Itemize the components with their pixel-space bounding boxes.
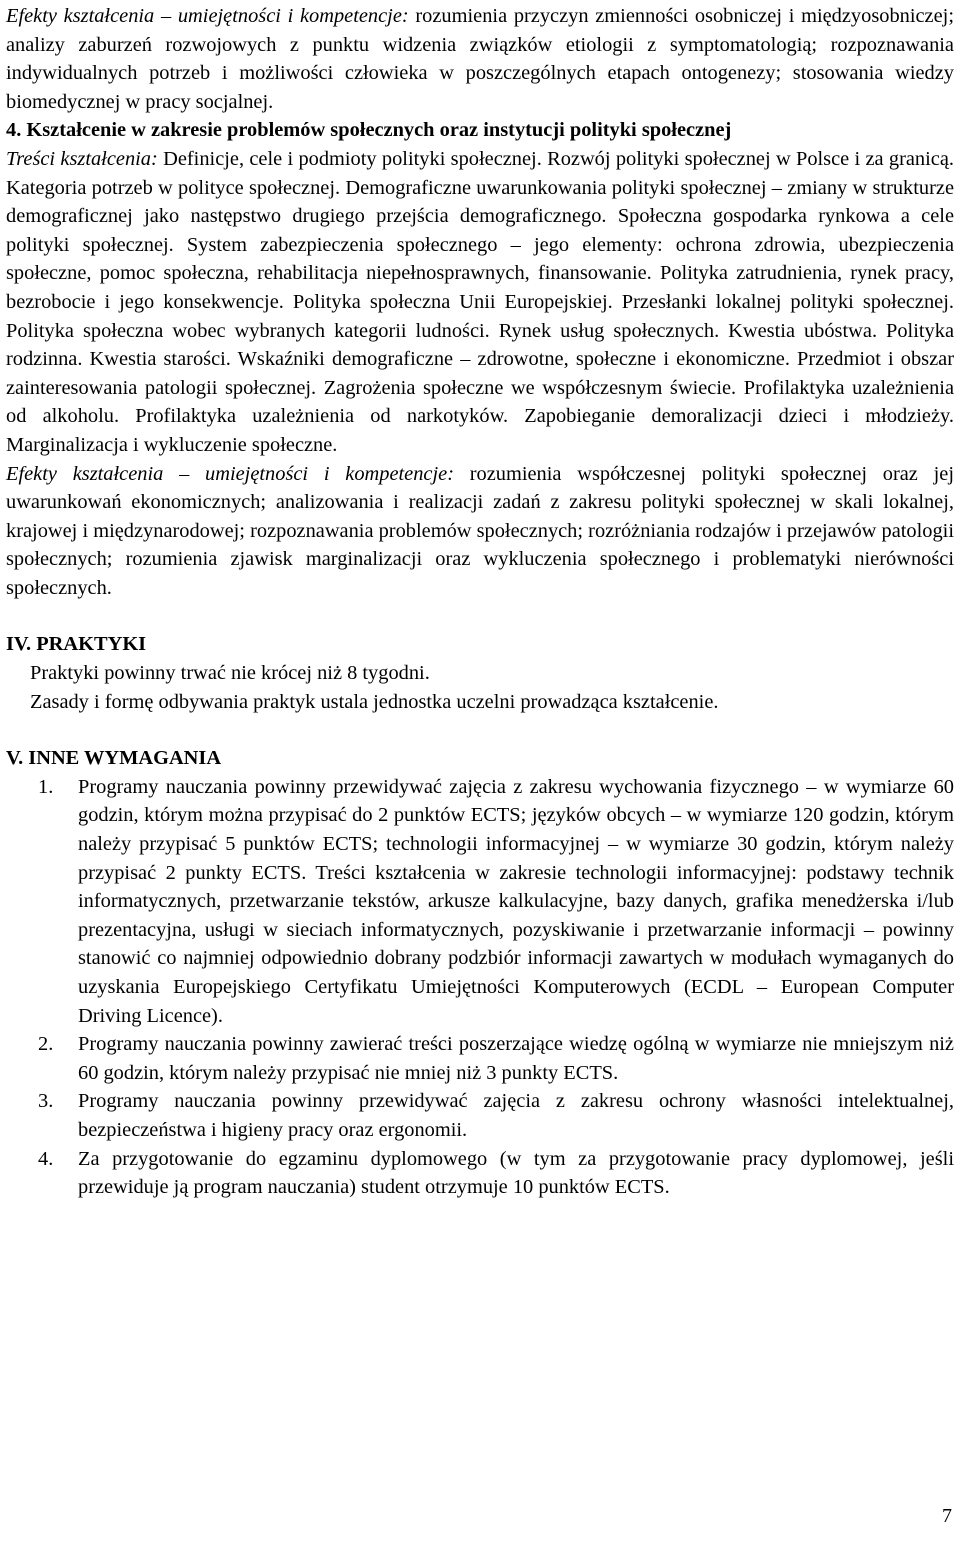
list-item (6, 773, 954, 1030)
effects-paragraph-4 (6, 460, 954, 603)
other-requirements-heading: V. INNE WYMAGANIA (6, 747, 222, 770)
section-4-heading: 4. Kształcenie w zakresie problemów społecznych oraz instytucji polityki społecznej (6, 119, 732, 142)
practice-rules: Zasady i formę odbywania praktyk ustala jednostka uczelni prowadząca kształcenie. (30, 690, 719, 713)
list-item-text: Za przygotowanie do egzaminu dyplomowego (w tym za przygotowanie pracy dyplomowej, jeśli przewiduje ją program nauczania) student otrzymuje 10 punktów ECTS. (78, 1147, 954, 1199)
page-number: 7 (942, 1505, 952, 1528)
effects-label: Efekty kształcenia – umiejętności i kompetencje: (6, 5, 409, 27)
list-item-text: Programy nauczania powinny przewidywać zajęcia z zakresu ochrony własności intelektualnej, bezpieczeństwa i higieny pracy oraz ergonomii. (78, 1090, 954, 1141)
list-item-number: 3. (38, 1090, 54, 1113)
list-item-text: Programy nauczania powinny zawierać treści poszerzające wiedzę ogólną w wymiarze nie mniejszym niż 60 godzin, którym należy przypisać nie mniej niż 3 punkty ECTS. (78, 1033, 954, 1084)
list-item (6, 1145, 954, 1202)
list-item-text: Programy nauczania powinny przewidywać zajęcia z zakresu wychowania fizycznego – w wymiarze 60 godzin, którym można przypisać do 2 punktów ECTS; języków obcych – w wymiarze 120 godzin, którym należy przypisać 5 punktów ECTS; technologii informacyjnej – w wymiarze 30 godzin, którym należy przypisać 2 punkty ECTS. Treści kształcenia w zakresie technologii informacyjnej: podstawy technik informatycznych, przetwarzanie tekstów, arkusze kalkulacyjne, bazy danych, grafika menedżerska i/lub prezentacyjna, usługi w sieciach informatycznych, pozyskiwanie i przetwarzanie informacji – powinny stanowić co najmniej odpowiednio dobrany podzbiór informacji zawartych w modułach wymaganych do uzyskania Europejskiego Certyfikatu Umiejętności Komputerowych (ECDL – European Computer Driving Licence). (78, 775, 954, 1027)
effects-text: rozumienia współczesnej polityki społecznej oraz jej uwarunkowań ekonomicznych; analizowania i realizacji zadań z zakresu polityki społecznej w skali lokalnej, krajowej i międzynarodowej; rozpoznawania problemów społecznych; rozróżniania rodzajów i przejawów patologii społecznych; rozumienia zjawisk marginalizacji oraz wykluczenia społecznego i problematyki nierówności społecznych. (6, 462, 954, 599)
content-paragraph-4 (6, 145, 954, 460)
practice-duration: Praktyki powinny trwać nie krócej niż 8 tygodni. (30, 662, 430, 685)
content-text: Definicje, cele i podmioty polityki społecznej. Rozwój polityki społecznej w Polsce i za granicą. Kategoria potrzeb w polityce społecznej. Demograficzne uwarunkowania polityki społecznej – zmiany w strukturze demograficznej jako następstwo drugiego przejścia demograficznego. Społeczna gospodarka rynkowa a cele polityki społecznej. System zabezpieczenia społecznego – jego elementy: ochrona zdrowia, ubezpieczenia społeczne, pomoc społeczna, rehabilitacja niepełnosprawnych, finansowanie. Polityka zatrudnienia, rynek pracy, bezrobocie i jego konsekwencje. Polityka społeczna Unii Europejskiej. Przesłanki lokalnej polityki społecznej. Polityka społeczna wobec wybranych kategorii ludności. Rynek usług społecznych. Kwestia ubóstwa. Polityka rodzinna. Kwestia starości. Wskaźniki demograficzne – zdrowotne, społeczne i ekonomiczne. Przedmiot i obszar zainteresowania patologii społecznej. Zagrożenia społeczne we współczesnym świecie. Profilaktyka uzależnienia od alkoholu. Profilaktyka uzależnienia od narkotyków. Zapobieganie demoralizacji dzieci i młodzieży. Marginalizacja i wykluczenie społeczne. (6, 147, 954, 456)
list-item-number: 4. (38, 1147, 54, 1170)
effects-label: Efekty kształcenia – umiejętności i kompetencje: (6, 462, 454, 485)
list-item-number: 1. (38, 775, 54, 798)
list-item (6, 1087, 954, 1144)
requirements-list (6, 773, 954, 1202)
practice-heading: IV. PRAKTYKI (6, 633, 147, 656)
list-item (6, 1030, 954, 1087)
list-item-number: 2. (38, 1033, 54, 1056)
effects-paragraph-3 (6, 2, 954, 116)
effects-text: rozumienia przyczyn zmienności osobniczej i międzyosobniczej; analizy zaburzeń rozwojowych z punktu widzenia związków etiologii z symptomatologią; rozpoznawania indywidualnych potrzeb i możliwości człowieka w poszczególnych etapach ontogenezy; stosowania wiedzy biomedycznej w pracy socjalnej. (6, 5, 954, 113)
content-label: Treści kształcenia: (6, 147, 158, 170)
